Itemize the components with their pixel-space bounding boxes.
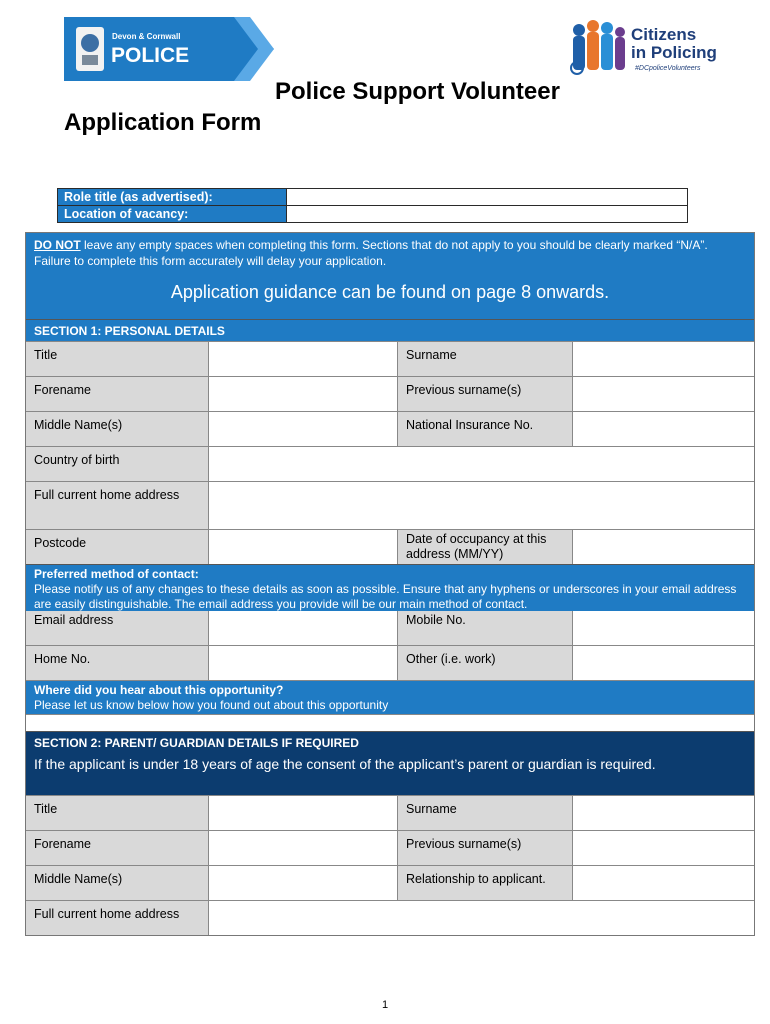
contact-note: Please notify us of any changes to these details as soon as possible. Ensure that any hyphens or underscores in your email address are easily distinguishable. The email address you provide will be our main method of contact.	[34, 582, 737, 611]
form-row	[26, 830, 754, 865]
other-phone-field[interactable]	[572, 646, 754, 680]
intro-text: leave any empty spaces when completing this form. Sections that do not apply to you should be clearly marked “N/A”. Failure to complete this form accurately will delay your application.	[34, 238, 708, 268]
application-form	[25, 232, 755, 936]
country-of-birth-label: Country of birth	[26, 447, 208, 481]
middle-names-field[interactable]	[208, 412, 397, 446]
role-title-field[interactable]	[287, 189, 688, 206]
contact-heading	[26, 564, 754, 611]
home-phone-label: Home No.	[26, 646, 208, 680]
guardian-home-address-label: Full current home address	[26, 901, 208, 935]
home-address-label: Full current home address	[26, 482, 208, 529]
guardian-surname-label: Surname	[397, 796, 572, 830]
role-title-label: Role title (as advertised):	[58, 189, 287, 206]
forename-label: Forename	[26, 377, 208, 411]
hear-field[interactable]	[26, 714, 754, 731]
form-row	[26, 645, 754, 680]
role-title-row	[58, 189, 688, 206]
forename-field[interactable]	[208, 377, 397, 411]
occupancy-date-field[interactable]	[572, 530, 754, 564]
ni-number-label: National Insurance No.	[397, 412, 572, 446]
mobile-label: Mobile No.	[397, 611, 572, 645]
guardian-middle-names-label: Middle Name(s)	[26, 866, 208, 900]
guardian-previous-surname-field[interactable]	[572, 831, 754, 865]
relationship-label: Relationship to applicant.	[397, 866, 572, 900]
email-field[interactable]	[208, 611, 397, 645]
email-label: Email address	[26, 611, 208, 645]
guardian-title-field[interactable]	[208, 796, 397, 830]
ni-number-field[interactable]	[572, 412, 754, 446]
role-table	[57, 188, 688, 223]
section2-heading: SECTION 2: PARENT/ GUARDIAN DETAILS IF REQUIRED	[26, 731, 754, 753]
surname-label: Surname	[397, 342, 572, 376]
relationship-field[interactable]	[572, 866, 754, 900]
guardian-forename-field[interactable]	[208, 831, 397, 865]
page-title-line2: Application Form	[64, 109, 262, 136]
home-phone-field[interactable]	[208, 646, 397, 680]
title-label: Title	[26, 342, 208, 376]
form-row	[26, 900, 754, 935]
form-row	[26, 865, 754, 900]
citizens-in-policing-logo	[565, 18, 735, 76]
citizens-figures-icon	[565, 18, 735, 76]
police-logo-line2: POLICE	[111, 44, 190, 67]
form-row	[26, 795, 754, 830]
police-logo-line1: Devon & Cornwall	[112, 32, 181, 41]
location-field[interactable]	[287, 206, 688, 223]
guardian-surname-field[interactable]	[572, 796, 754, 830]
cip-logo-tag: #DCpoliceVolunteers	[635, 65, 701, 72]
form-row	[26, 376, 754, 411]
contact-heading-title: Preferred method of contact:	[34, 567, 199, 581]
form-row	[26, 481, 754, 529]
surname-field[interactable]	[572, 342, 754, 376]
guardian-forename-label: Forename	[26, 831, 208, 865]
hear-note: Please let us know below how you found out about this opportunity	[34, 698, 389, 712]
mobile-field[interactable]	[572, 611, 754, 645]
police-logo-graphic	[64, 17, 274, 81]
form-row	[26, 611, 754, 645]
previous-surname-label: Previous surname(s)	[397, 377, 572, 411]
police-logo	[64, 17, 274, 81]
consent-text: If the applicant is under 18 years of age the consent of the applicant’s parent or guardian is required.	[26, 753, 754, 795]
postcode-field[interactable]	[208, 530, 397, 564]
occupancy-date-label: Date of occupancy at this address (MM/YY)	[397, 530, 572, 564]
title-field[interactable]	[208, 342, 397, 376]
hear-heading-title: Where did you hear about this opportunity?	[34, 683, 284, 697]
guardian-home-address-field[interactable]	[208, 901, 754, 935]
other-phone-label: Other (i.e. work)	[397, 646, 572, 680]
country-of-birth-field[interactable]	[208, 447, 754, 481]
form-row	[26, 341, 754, 376]
form-row	[26, 529, 754, 564]
guardian-middle-names-field[interactable]	[208, 866, 397, 900]
page-title-line1: Police Support Volunteer	[275, 78, 560, 105]
do-not-text: DO NOT	[34, 238, 81, 252]
middle-names-label: Middle Name(s)	[26, 412, 208, 446]
location-label: Location of vacancy:	[58, 206, 287, 223]
previous-surname-field[interactable]	[572, 377, 754, 411]
home-address-field[interactable]	[208, 482, 754, 529]
cip-logo-line1: Citizens	[631, 25, 697, 44]
guidance-text: Application guidance can be found on page 8 onwards.	[170, 282, 610, 302]
guardian-previous-surname-label: Previous surname(s)	[397, 831, 572, 865]
page-number: 1	[381, 999, 389, 1011]
cip-logo-line2: in Policing	[631, 43, 717, 62]
intro-panel	[26, 233, 754, 319]
location-row	[58, 206, 688, 223]
hear-heading	[26, 680, 754, 714]
form-row	[26, 446, 754, 481]
section1-heading: SECTION 1: PERSONAL DETAILS	[26, 319, 754, 341]
postcode-label: Postcode	[26, 530, 208, 564]
form-row	[26, 411, 754, 446]
guardian-title-label: Title	[26, 796, 208, 830]
